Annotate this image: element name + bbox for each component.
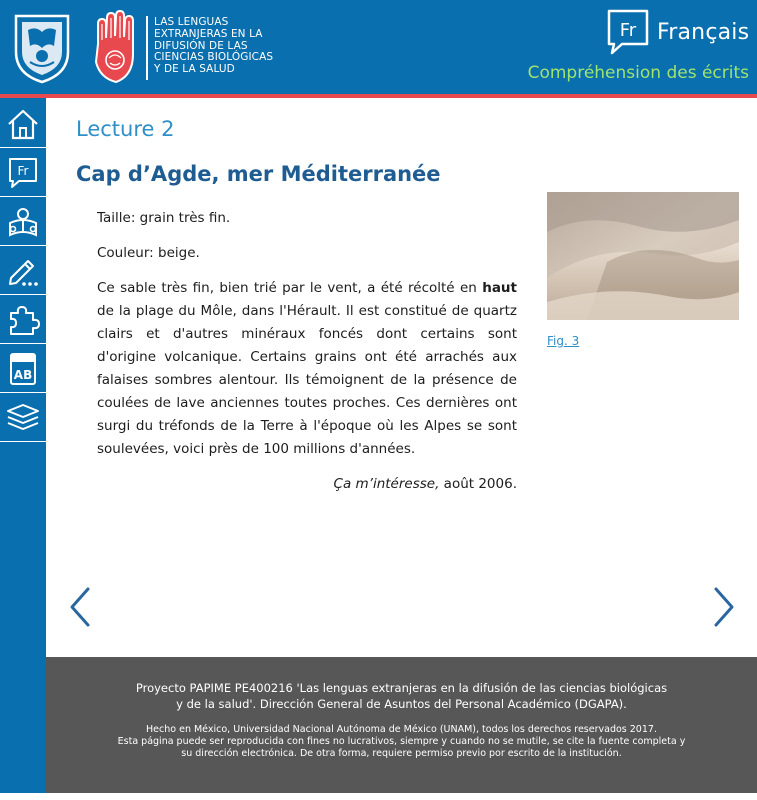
sidebar-item-home[interactable]: [0, 100, 46, 148]
footer-legal-notice: [46, 724, 757, 760]
figure-caption-link[interactable]: Fig. 3: [547, 334, 580, 348]
body-text-rest: de la plage du Môle, dans l'Hérault. Il est constitué de quartz clairs et d'autres minéraux foncés dont certains sont d'origine volcanique. Certains grains ont été arrachés aux falaises sombres alentour. Ils témoignent de la présence de coulées de lave anciennes toutes proches. Ces dernières ont surgi du tréfonds de la Terre à l'époque où les Alpes se sont soulevées, voici près de 100 millions d'années.: [97, 303, 517, 457]
project-title-line: CIENCIAS BIOLÓGICAS: [154, 51, 274, 64]
site-header: [0, 0, 757, 94]
hand-logo[interactable]: [92, 10, 138, 84]
project-title-line: Y DE LA SALUD: [154, 63, 235, 76]
lecture-label: Lecture 2: [76, 117, 175, 141]
sidebar-fr-text: Fr: [17, 163, 29, 178]
footer-legal-line: Esta página puede ser reproducida con fines no lucrativos, siempre y cuando no se mutile, se cite la fuente completa y: [117, 736, 686, 747]
language-icon-text: Fr: [619, 20, 637, 41]
pencil-writing-icon: [6, 254, 40, 288]
footer-project-line: y de la salud'. Dirección General de Asuntos del Personal Académico (DGAPA).: [176, 697, 627, 711]
sand-photo[interactable]: [547, 192, 739, 320]
sidebar-item-french[interactable]: [0, 149, 46, 197]
language-label: Français: [657, 20, 750, 45]
sidebar-ab-text: AB: [13, 367, 33, 382]
reader-icon: [6, 205, 40, 239]
sidebar-item-reading[interactable]: [0, 198, 46, 246]
reading-text: [97, 207, 517, 508]
unam-seal-logo[interactable]: [10, 12, 74, 84]
sidebar-item-vocabulary[interactable]: [0, 345, 46, 393]
project-title-line: EXTRANJERAS EN LA: [154, 27, 263, 40]
french-speech-bubble-icon: [606, 8, 650, 56]
sidebar-item-writing[interactable]: [0, 247, 46, 295]
project-title: [154, 17, 314, 76]
source-citation: [97, 473, 517, 496]
page-bottom-margin: [0, 793, 757, 800]
sidebar-nav: [0, 98, 46, 800]
sidebar-item-resources[interactable]: [0, 394, 46, 442]
project-title-line: LAS LENGUAS: [154, 16, 229, 28]
color-line: Couleur: beige.: [97, 245, 200, 261]
body-text-bold: haut: [482, 280, 517, 296]
fr-speech-bubble-icon: [7, 156, 39, 190]
header-accent-stripe: [0, 94, 757, 98]
body-paragraph: [97, 277, 517, 461]
footer-project-credit: [46, 680, 757, 712]
puzzle-icon: [6, 303, 40, 337]
size-line: Taille: grain très fin.: [97, 210, 231, 226]
project-title-line: DIFUSIÓN DE LAS: [154, 39, 248, 52]
body-text-start: Ce sable très fin, bien trié par le vent, a été récolté en: [97, 280, 483, 296]
footer-legal-line: Hecho en México, Universidad Nacional Autónoma de México (UNAM), todos los derechos reservados 2017.: [146, 724, 657, 735]
home-icon: [6, 107, 40, 141]
stacked-books-icon: [5, 401, 41, 435]
footer-legal-line: su dirección electrónica. De otra forma, requiere permiso previo por escrito de la institución.: [181, 748, 622, 759]
footer-project-line: Proyecto PAPIME PE400216 'Las lenguas extranjeras en la difusión de las ciencias biológicas: [135, 681, 668, 695]
reading-title: Cap d’Agde, mer Méditerranée: [76, 162, 441, 186]
previous-page-arrow-icon[interactable]: [66, 586, 94, 628]
source-date: août 2006.: [439, 476, 517, 492]
sidebar-item-puzzle[interactable]: [0, 296, 46, 344]
source-title: Ça m’intéresse,: [333, 476, 440, 492]
next-page-arrow-icon[interactable]: [710, 586, 738, 628]
logo-divider: [146, 16, 148, 80]
site-footer: [46, 657, 757, 793]
section-label: Compréhension des écrits: [527, 63, 749, 83]
ab-book-icon: [8, 351, 38, 387]
